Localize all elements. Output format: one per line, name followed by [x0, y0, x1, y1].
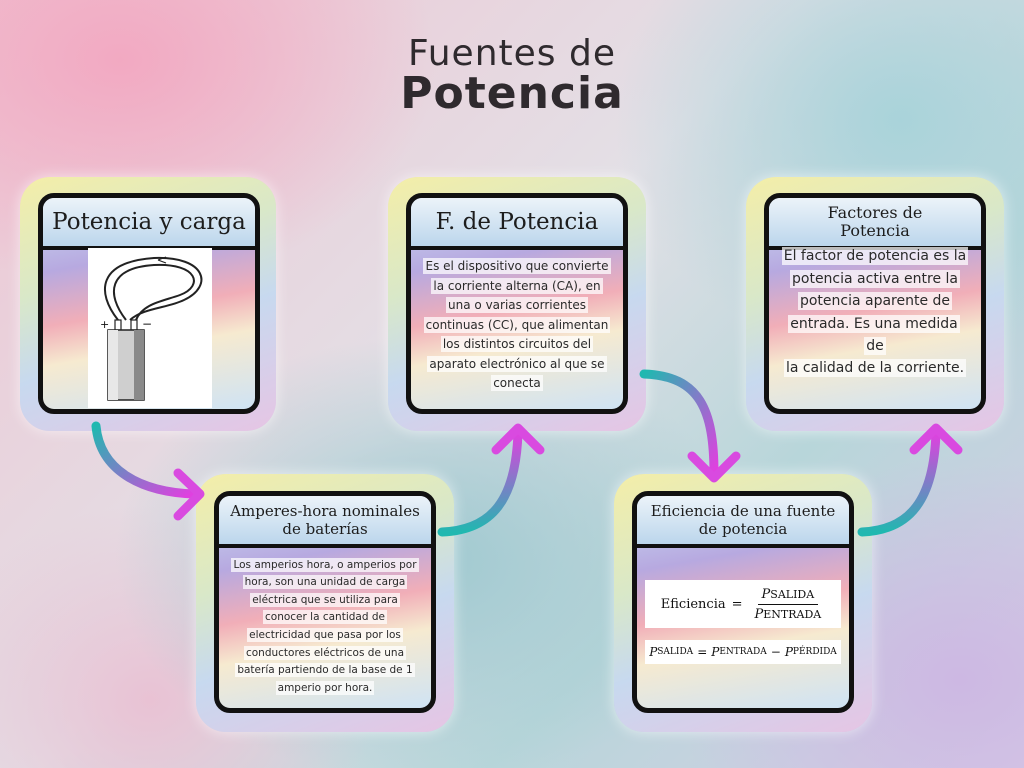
- text-line: una o varias corrientes: [448, 298, 586, 313]
- text-line: hora, son una unidad de carga: [244, 576, 406, 589]
- numerator-subscript: SALIDA: [770, 587, 815, 601]
- title-line-2: Potencia: [400, 68, 624, 119]
- plus-sign: +: [100, 318, 110, 331]
- text-line: aparato electrónico al que se: [429, 356, 605, 371]
- term-subscript: SALIDA: [657, 647, 694, 657]
- text-line: amperio por hora.: [277, 681, 373, 694]
- text-line: potencia activa entre la: [792, 270, 958, 287]
- text-line: electricidad que pasa por los: [249, 629, 401, 641]
- denominator-subscript: ENTRADA: [763, 607, 822, 621]
- denominator-symbol: P: [754, 606, 764, 622]
- minus-sign: −: [142, 317, 153, 331]
- term-minus: −: [770, 645, 781, 659]
- numerator-symbol: P: [761, 586, 771, 602]
- text-line: conecta: [493, 376, 541, 391]
- formula-label: Eficiencia: [660, 596, 726, 612]
- arrow-4-icon: [862, 428, 958, 532]
- term-symbol: P: [649, 645, 658, 659]
- arrow-2-icon: [442, 428, 540, 532]
- term-symbol: P: [784, 645, 793, 659]
- arrow-1-icon: [96, 426, 200, 516]
- text-line: Es el dispositivo que convierte: [425, 259, 609, 274]
- text-line: Los amperios hora, o amperios por: [233, 558, 417, 571]
- text-line: la calidad de la corriente.: [785, 360, 965, 377]
- text-line: eléctrica que se utiliza para: [252, 593, 398, 606]
- text-line: batería partiendo de la base de 1: [237, 664, 413, 677]
- heading-text: F. de Potencia: [435, 209, 599, 235]
- text-line: continuas (CC), que alimentan: [425, 317, 609, 332]
- heading-line-2: de potencia: [698, 520, 788, 538]
- text-line: El factor de potencia es la: [783, 248, 967, 265]
- term-equals: =: [697, 645, 708, 659]
- heading-text: Potencia y carga: [52, 209, 246, 235]
- title-line-1: Fuentes de: [408, 33, 616, 74]
- term-subscript: PÉRDIDA: [792, 647, 837, 657]
- heading-line-1: Amperes-hora nominales: [230, 502, 420, 520]
- term-symbol: P: [711, 645, 720, 659]
- arrow-3-icon: [644, 374, 736, 478]
- term-subscript: ENTRADA: [719, 647, 767, 657]
- heading-line-2: Potencia: [840, 221, 910, 240]
- heading-line-1: Eficiencia de una fuente: [650, 502, 836, 520]
- formula-equals: =: [731, 596, 743, 612]
- text-line: conductores eléctricos de una: [245, 646, 404, 659]
- text-line: los distintos circuitos del: [442, 337, 592, 352]
- text-line: entrada. Es una medida de: [790, 315, 958, 354]
- text-line: potencia aparente de: [799, 293, 951, 310]
- heading-line-2: de baterías: [282, 520, 368, 538]
- heading-line-1: Factores de: [827, 202, 923, 222]
- text-line: conocer la cantidad de: [265, 611, 385, 624]
- text-line: la corriente alterna (CA), en: [433, 278, 601, 293]
